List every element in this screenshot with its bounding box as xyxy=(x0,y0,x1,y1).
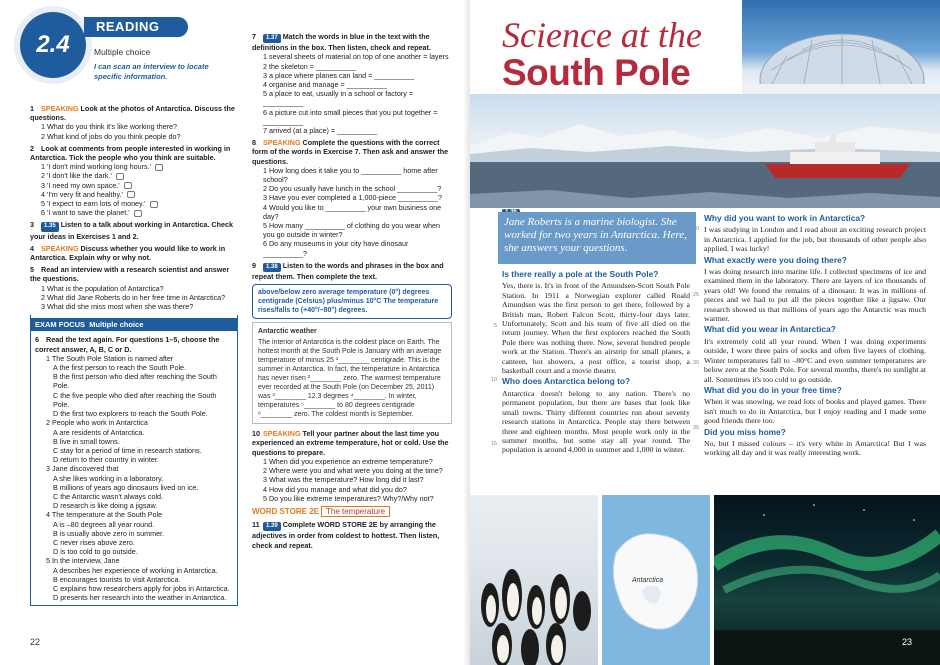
list-item: C stay for a period of time in research stations. xyxy=(53,445,202,455)
list-item: 2 Where were you and what were you doing at the time? xyxy=(263,466,443,476)
article-answer: When it was snowing, we read lots of books and played games. There isn't much to do in Antarctica, but I enjoy reading and I made some good friends there too. xyxy=(704,397,926,426)
line-number: 10 xyxy=(491,377,498,383)
section-subtitle: Multiple choice xyxy=(94,47,151,57)
list-item: B live in small towns. xyxy=(53,436,120,446)
list-item: A describes her experience of working in Antarctica. xyxy=(53,565,218,575)
exercise-7: 7 1.37 Match the words in blue in the text with the definitions in the box. Then listen, check and repeat. 1 several sheets of material on top of one another = layers 2 the skeleton = __________ 3 a place where planes can land = __________ 4 organise and manage = __________ 5 a place to eat, usually in a school or factory = __________ 6 a picture cut into small pieces that you put together = __________ 7 arrived (at a place) = __________ xyxy=(252,32,452,135)
list-item: D presents her research into the weather in Antarctica. xyxy=(53,593,227,603)
article-title-line-1: Science at the xyxy=(502,15,702,55)
exercise-3: 3 1.35 Listen to a talk about working in Antarctica. Check your ideas in Exercises 1 and 2. xyxy=(30,220,233,241)
list-item: 4 The temperature at the South Pole xyxy=(46,510,163,520)
line-number: 25 xyxy=(693,292,700,298)
research-dome-photo xyxy=(742,0,940,94)
article-answer: It's extremely cold all year round. When I was doing experiments outside, I wore three pairs of socks and often five layers of clothing. Winter temperatures fall to –80°C and even summer temperatures are below zero at the South Pole. For several months, there's no sunlight at all. Sometimes it's too cold to go outside. xyxy=(704,336,926,384)
antarctic-weather-text: Antarctic weather The interior of Antarctica is the coldest place on Earth. The hottest month at the South Pole is January with an average temperature of minus 25 ¹________ centigrade. This is the summer in Antarctica. In fact, the temperature in Antarctica has never risen ²________ zero. The warmest temperature ever recorded at the South Pole (on December 25, 2011) was ³________ 12.3 degrees ⁴________. In winter, temperatures ⁵________ to 80 degrees centigrade ⁶________ zero. The coldest month is September. xyxy=(252,322,452,424)
list-item: C the five people who died after reaching the South Pole. xyxy=(53,390,217,409)
article-column-1 xyxy=(502,268,690,455)
article-question: Who does Antarctica belong to? xyxy=(502,376,631,387)
list-item: 4 organise and manage = __________ xyxy=(263,80,387,90)
exercise-10: 10 SPEAKING Tell your partner about the last time you experienced an extreme temperature, hot or cold. Use the questions to prepare. 1 When did you experience an extreme temperature? 2 Where were you and what were you doing at the time? 3 What was the temperature? How long did it last? 4 How did you manage and what did you do? 5 Do you like extreme temperatures? Why?/Why not? xyxy=(252,429,452,503)
exercise-9: 9 1.38 Listen to the words and phrases in the box and repeat them. Then complete the text. above/below zero average temperature (0°) degrees centigrade (Celsius) plus/minus 10°C The temperature rises/falls to (+40°/–80°) degrees. Antarctic weather The interior of Antarctica is the coldest place on Earth. The hottest month at the South Pole is January with an average temperature of minus 25 ¹________ centigrade. This is the summer in Antarctica. In fact, the temperature in Antarctica has never risen ²________ zero. The warmest temperature ever recorded at the South Pole (on December 25, 2011) was ³________ 12.3 degrees ⁴________. In winter, temperatures ⁵________ to 80 degrees centigrade ⁶________ zero. The coldest month is September. xyxy=(252,261,452,424)
list-item: 5 How many __________ of clothing do you wear when you go outside in winter? xyxy=(263,221,441,240)
list-item: 4 How did you manage and what did you do? xyxy=(263,484,407,494)
list-item: 4 Would you like to __________ your own business one day? xyxy=(263,202,442,221)
list-item: A she likes working in a laboratory. xyxy=(53,473,164,483)
exercise-8-items xyxy=(252,166,452,258)
right-page xyxy=(470,0,940,665)
line-number: 35 xyxy=(693,425,700,431)
list-item: 3 Jane discovered that xyxy=(46,464,119,474)
list-item: 6 a picture cut into small pieces that you put together = __________ xyxy=(263,107,438,126)
exam-focus-box: EXAM FOCUS Multiple choice 6 Read the text again. For questions 1–5, choose the correct answer, A, B, C or D. 1 The South Pole Station is named after A the first person to reach the South Pole. B the first person who died after reaching the South Pole. C the five people who died after reaching the South Pole. D the first two explorers to reach the South Pole. 2 People who work in Antarctica A are residents of Antarctica. B live in small towns. C stay for a period of time in research stations. D return to their country in winter. 3 Jane discovered that A she likes working in a laboratory. B millions of years ago dinosaurs lived on ice. C the Antarctic wasn't always cold. D research is like doing a jigsaw. 4 The temperature at the South Pole A is –80 degrees all year round. B is usually above zero in summer. C never rises above zero. D is too cold to go outside. 5 In the interview, Jane A describes her experience of working in Antarctica. B encourages tourists to visit Antarctica. C explains how researchers apply for jobs in Antarctica. D presents her research into the weather in Antarctica. xyxy=(30,315,238,606)
list-item: A are residents of Antarctica. xyxy=(53,427,145,437)
article-answer: Antarctica doesn't belong to any nation. There's no permanent population, but there are bases that look like small towns. Thirty different countries run about seventy research stations in Antarctica. People stay there between three and eighteen months. Most people work only in the summer months, but some stay all year round. The population is around 4,000 in summer and 1,000 in winter. xyxy=(502,388,690,455)
line-number: 15 xyxy=(491,441,498,447)
audio-icon[interactable]: 1.39 xyxy=(263,522,281,531)
audio-icon[interactable]: 1.37 xyxy=(263,34,281,43)
article-answer: Yes, there is. It's in front of the Amundsen-Scott South Pole Station. In 1911 a Norwegian explorer called Roald Amundsen was the first person to get there, followed by a British man, Robert Falcon Scott, thirty-four days later. Unfortunately, Scott and his team of five all died on the return journey. When the first explorers reached the South Pole there was nothing there. Now, several hundred people work at the Station. There's an airstrip for small planes, a canteen, hot showers, a post office, a tourist shop, a basketball court and a movie theatre. xyxy=(502,281,690,376)
list-item: D research is like doing a jigsaw. xyxy=(53,501,158,511)
page-number-left: 22 xyxy=(30,637,41,647)
list-item: 7 arrived (at a place) = __________ xyxy=(263,126,378,136)
phrase-box: above/below zero average temperature (0°) degrees centigrade (Celsius) plus/minus 10°C The temperature rises/falls to (+40°/–80°) degrees. xyxy=(252,284,452,319)
penguins-photo xyxy=(470,495,598,665)
list-item: 5 a place to eat, usually in a school or factory = __________ xyxy=(263,89,414,108)
exercise-10-items xyxy=(252,457,452,503)
list-item: 3 What was the temperature? How long did it last? xyxy=(263,475,424,485)
list-item: 2 the skeleton = __________ xyxy=(263,61,356,71)
list-item: 5 In the interview, Jane xyxy=(46,556,120,566)
article-question: Is there really a pole at the South Pole? xyxy=(502,269,659,279)
exercise-4: 4 SPEAKING Discuss whether you would like to work in Antarctica. Explain why or why not. xyxy=(30,243,226,263)
list-item: 3 Have you ever completed a 1,000-piece __________? xyxy=(263,193,443,203)
list-item: B encourages tourists to visit Antarctica. xyxy=(53,574,181,584)
tick-box[interactable] xyxy=(155,164,163,171)
tick-box[interactable] xyxy=(150,201,158,208)
article-question: What did you wear in Antarctica? xyxy=(704,324,836,335)
article-question: What did you do in your free time? xyxy=(704,384,842,395)
article-title-line-2: South Pole xyxy=(502,52,691,93)
article-answer: I was studying in London and I read about an exciting research project in Antarctica. I applied for the job, but thousands of other people also applied. I was lucky! xyxy=(704,225,926,254)
list-item: C explains how researchers apply for jobs in Antarctica. xyxy=(53,583,230,593)
audio-icon[interactable]: 1.38 xyxy=(263,263,281,272)
list-item: D return to their country in winter. xyxy=(53,455,159,465)
audio-icon[interactable]: 1.35 xyxy=(41,222,59,231)
exercise-1: 1 SPEAKING Look at the photos of Antarctica. Discuss the questions. 1 What do you think it's like working there? 2 What kind of jobs do you think people do? xyxy=(30,104,235,141)
article-answer: I was doing research into marine life. I collected specimens of ice and examined them in the laboratory. There are layers of ice thousands of years old! We found the remains of a dinosaur. It was in millions of pieces and we had to put all the pieces together like a jigsaw. Our research showed us that millions of years ago the Antarctic was much warmer. xyxy=(704,267,926,324)
article-intro: Jane Roberts is a marine biologist. She worked for two years in Antarctica. Here, she answers your questions. xyxy=(498,212,696,264)
list-item: A is –80 degrees all year round. xyxy=(53,519,155,529)
list-item: 1 When did you experience an extreme temperature? xyxy=(263,456,433,466)
list-item: 2 People who work in Antarctica xyxy=(46,418,148,428)
list-item: 1 several sheets of material on top of one another = layers xyxy=(263,52,449,62)
antarctica-map xyxy=(602,495,710,665)
list-item: 5 Do you like extreme temperatures? Why?/Why not? xyxy=(263,493,434,503)
line-number: 20 xyxy=(693,226,700,232)
tick-box[interactable] xyxy=(127,191,135,198)
list-item: 1 The South Pole Station is named after xyxy=(46,353,174,363)
icebreaker-ship-photo xyxy=(470,94,940,208)
list-item: 6 Do any museums in your city have dinosaur __________? xyxy=(263,239,409,258)
list-item: C the Antarctic wasn't always cold. xyxy=(53,491,164,501)
left-column xyxy=(30,104,238,606)
list-item: B millions of years ago dinosaurs lived on ice. xyxy=(53,482,199,492)
list-item: B the first person who died after reaching the South Pole. xyxy=(53,372,217,391)
tick-box[interactable] xyxy=(134,210,142,217)
tick-box[interactable] xyxy=(116,173,124,180)
right-column xyxy=(252,32,452,553)
article-question: Did you miss home? xyxy=(704,426,786,437)
section-title: READING xyxy=(84,17,188,37)
list-item: D is too cold to go outside. xyxy=(53,547,138,557)
exercise-2: 2 Look at comments from people interested in working in Antarctica. Tick the people who you think are suitable. 1 'I don't mind working long hours.' 2 'I don't like the dark.' 3 'I need my own space.' 4 'I'm very fit and healthy.' 5 'I expect to earn lots of money.' 6 'I want to save the planet.' xyxy=(30,143,231,218)
article-question: What exactly were you doing there? xyxy=(704,254,847,265)
map-label: Antarctica xyxy=(632,577,664,584)
article-column-2 xyxy=(704,212,926,458)
can-do-statement: I can scan an interview to locate specific information. xyxy=(94,62,209,81)
exercise-7-items xyxy=(252,52,452,135)
list-item: C never rises above zero. xyxy=(53,537,135,547)
list-item: B is usually above zero in summer. xyxy=(53,528,165,538)
list-item: A the first person to reach the South Pole. xyxy=(53,363,187,373)
line-number: 5 xyxy=(494,323,498,329)
list-item: 2 Do you usually have lunch in the school __________? xyxy=(263,184,442,194)
word-store-heading: WORD STORE 2E The temperature xyxy=(252,506,452,517)
exercise-5: 5 Read an interview with a research scientist and answer the questions. 1 What is the population of Antarctica? 2 What did Jane Roberts do in her free time in Antarctica? 3 What did she miss most when she was there? xyxy=(30,265,230,312)
unit-badge: 2.4 xyxy=(20,12,86,78)
list-item: D the first two explorers to reach the South Pole. xyxy=(53,409,208,419)
page-number-right: 23 xyxy=(902,637,913,647)
list-item: 3 a place where planes can land = __________ xyxy=(263,70,415,80)
tick-box[interactable] xyxy=(124,182,132,189)
exam-question-list xyxy=(35,354,233,602)
line-number: 30 xyxy=(693,360,700,366)
article-answer: No, but I missed colours – it's very white in Antarctica! But I was working all day and it was really interesting work. xyxy=(704,438,926,458)
article-question: Why did you want to work in Antarctica? xyxy=(704,213,866,223)
exercise-11: 11 1.39 Complete WORD STORE 2E by arranging the adjectives in order from coldest to hottest. Then listen, check and repeat. xyxy=(252,520,440,550)
list-item: 1 How long does it take you to __________ home after school? xyxy=(263,165,438,185)
exercise-8: 8 SPEAKING Complete the questions with the correct form of the words in Exercise 7. Then ask and answer the questions. 1 How long does it take you to __________ home after school? 2 Do you usually have lunch in the school __________? 3 Have you ever completed a 1,000-piece __________? 4 Would you like to __________ your own business one day? 5 How many __________ of clothing do you wear when you go outside in winter? 6 Do any museums in your city have dinosaur __________? xyxy=(252,138,452,258)
